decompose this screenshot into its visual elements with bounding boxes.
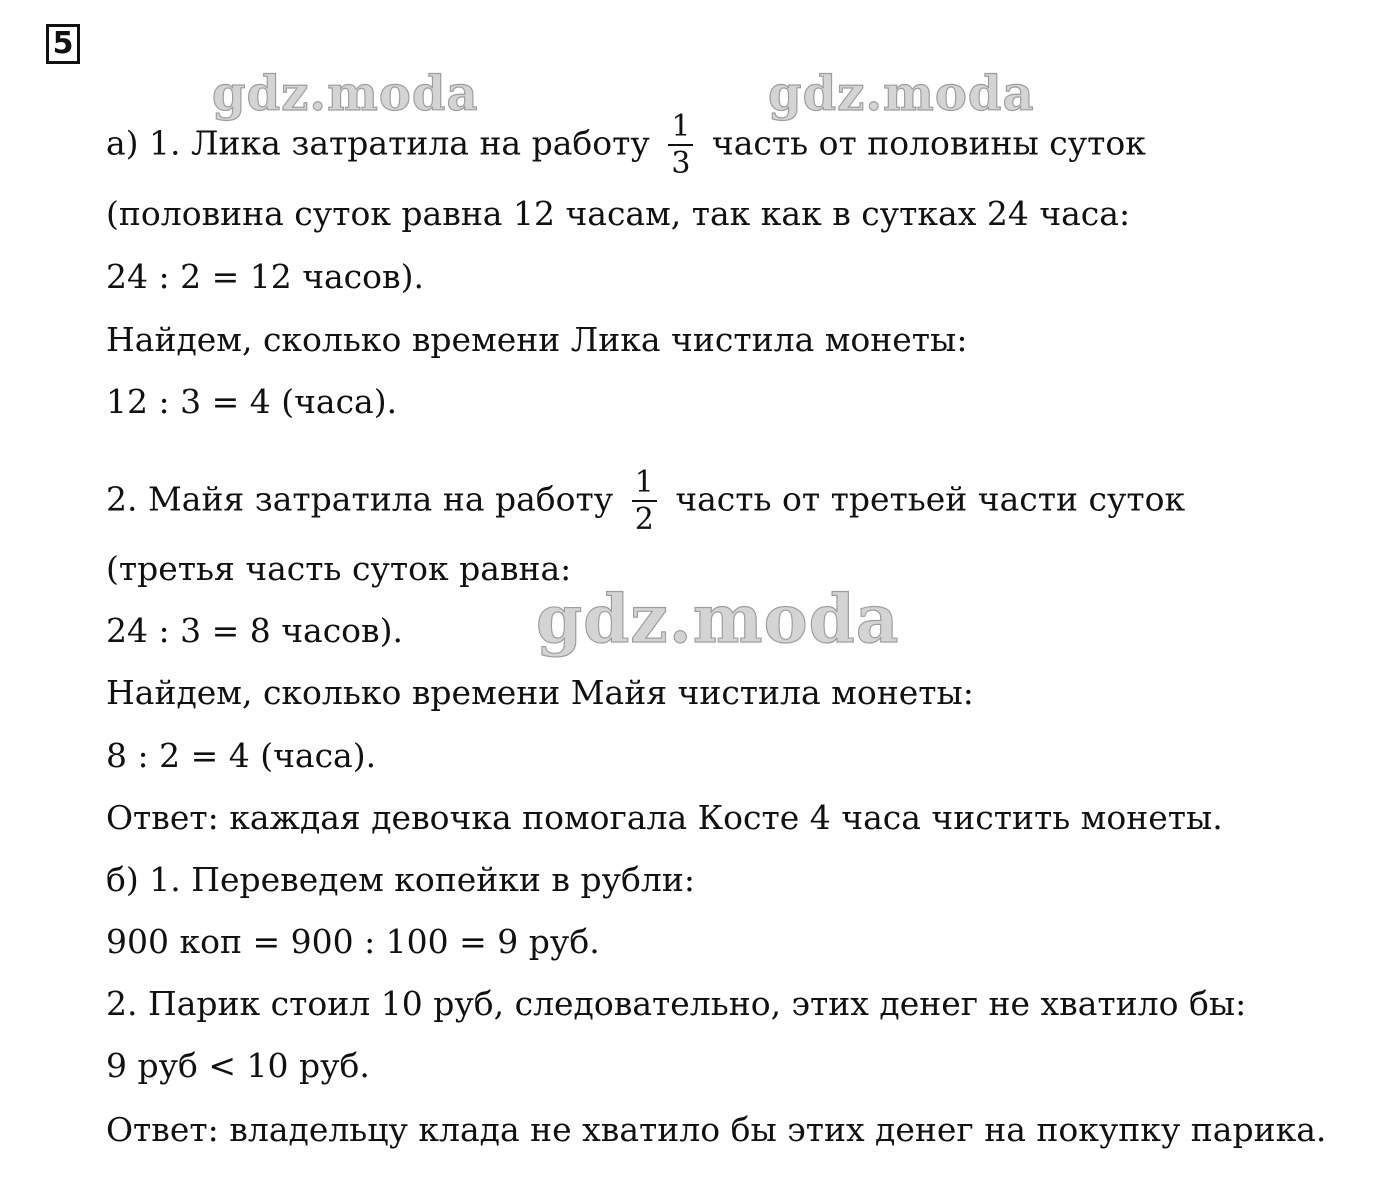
line-text: а) 1. Лика затратила на работу	[106, 123, 650, 163]
fraction-one-third	[668, 109, 693, 181]
solution-line-14: 2. Парик стоил 10 руб, следовательно, этих денег не хватило бы:	[106, 984, 1247, 1023]
solution-line-11: Ответ: каждая девочка помогала Косте 4 часа чистить монеты.	[106, 798, 1223, 837]
task-number-badge: 5	[46, 24, 80, 64]
fraction-denominator: 3	[671, 146, 691, 181]
watermark: gdz.moda	[536, 580, 900, 658]
watermark: gdz.moda	[212, 66, 479, 122]
solution-line-15: 9 руб < 10 руб.	[106, 1046, 370, 1085]
solution-line-13: 900 коп = 900 : 100 = 9 руб.	[106, 922, 600, 961]
solution-line-1	[106, 109, 1146, 181]
line-text: часть от третьей части суток	[675, 479, 1186, 519]
watermark: gdz.moda	[768, 66, 1035, 122]
solution-line-9: Найдем, сколько времени Майя чистила монеты:	[106, 673, 974, 712]
solution-line-5: 12 : 3 = 4 (часа).	[106, 382, 398, 421]
solution-line-2: (половина суток равна 12 часам, так как в сутках 24 часа:	[106, 194, 1131, 233]
solution-line-6	[106, 465, 1186, 537]
line-text: часть от половины суток	[711, 123, 1146, 163]
solution-line-16: Ответ: владельцу клада не хватило бы этих денег на покупку парика.	[106, 1110, 1327, 1149]
fraction-numerator: 1	[632, 468, 657, 502]
fraction-one-half	[632, 465, 657, 537]
solution-line-4: Найдем, сколько времени Лика чистила монеты:	[106, 320, 968, 359]
fraction-denominator: 2	[634, 502, 654, 537]
solution-line-10: 8 : 2 = 4 (часа).	[106, 736, 377, 775]
solution-line-3: 24 : 2 = 12 часов).	[106, 257, 424, 296]
solution-line-8: 24 : 3 = 8 часов).	[106, 611, 403, 650]
solution-line-12: б) 1. Переведем копейки в рубли:	[106, 860, 695, 899]
line-text: 2. Майя затратила на работу	[106, 479, 614, 519]
fraction-numerator: 1	[668, 112, 693, 146]
solution-line-7: (третья часть суток равна:	[106, 549, 572, 588]
